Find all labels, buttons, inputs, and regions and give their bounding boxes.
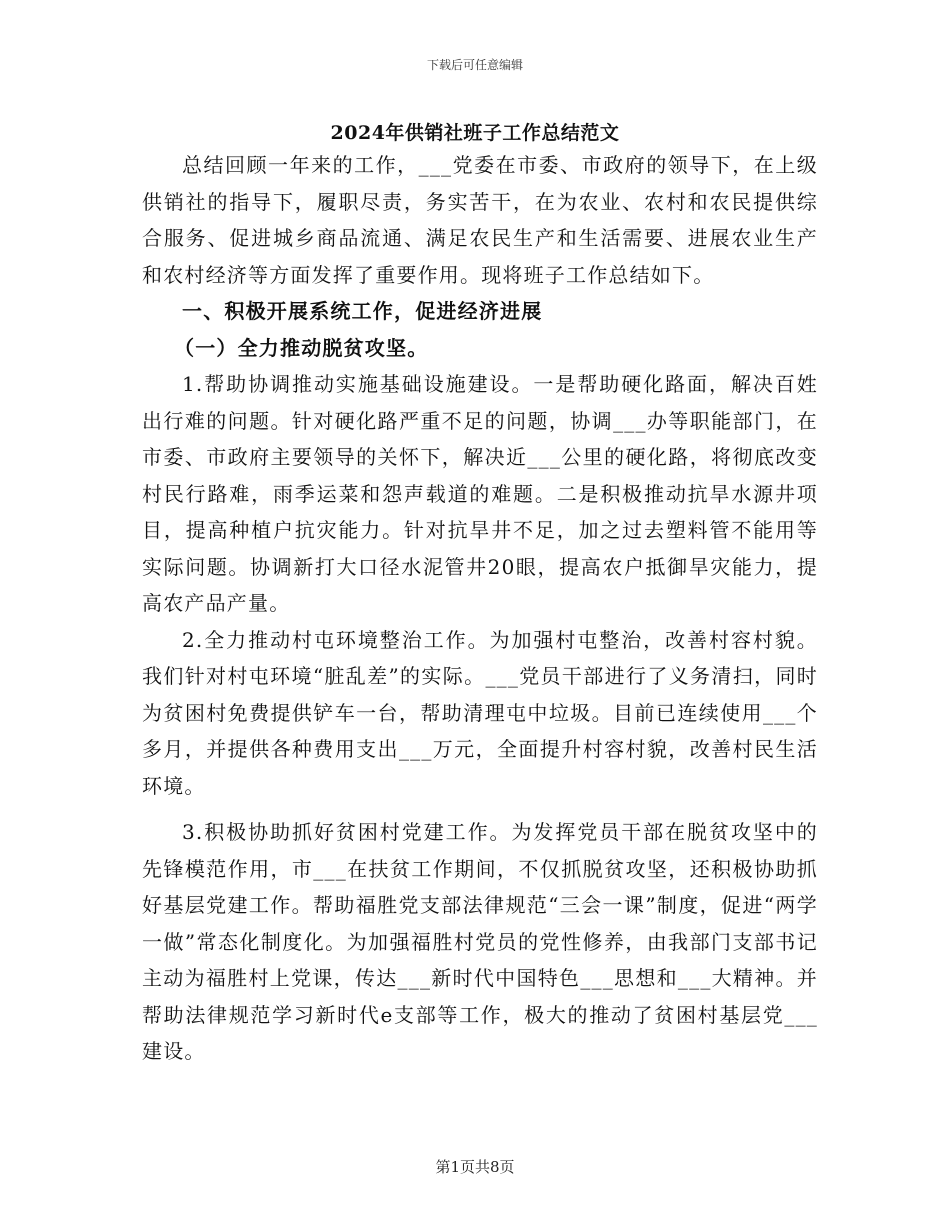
section-heading-1: 一、积极开展系统工作，促进经济进展 — [182, 299, 543, 323]
subsection-heading-1: （一）全力推动脱贫攻坚。 — [174, 335, 429, 360]
item-paragraph-1: 1.帮助协调推动实施基础设施建设。一是帮助硬化路面，解决百姓出行难的问题。针对硬化路严重不足的问题，协调___办等职能部门，在市委、市政府主要领导的关怀下，解决近___公里的硬化路，将彻底改变村民行路难，雨季运菜和怨声载道的难题。二是积极推动抗旱水源井项目，提高种植户抗灾能力。针对抗旱井不足，加之过去塑料管不能用等实际问题。协调新打大口径水泥管井20眼，提高农户抵御旱灾能力，提高农产品产量。 — [142, 372, 818, 615]
document-title: 2024年供销社班子工作总结范文 — [330, 122, 620, 144]
item-paragraph-3: 3.积极协助抓好贫困村党建工作。为发挥党员干部在脱贫攻坚中的先锋模范作用，市___在扶贫工作期间，不仅抓脱贫攻坚，还积极协助抓好基层党建工作。帮助福胜党支部法律规范“三会一课”制度，促进“两学一做”常态化制度化。为加强福胜村党员的党性修养，由我部门支部书记主动为福胜村上党课，传达___新时代中国特色___思想和___大精神。并帮助法律规范学习新时代e支部等工作，极大的推动了贫困村基层党___建设。 — [142, 820, 818, 1063]
header-note: 下载后可任意编辑 — [426, 58, 523, 72]
intro-paragraph: 总结回顾一年来的工作，___党委在市委、市政府的领导下，在上级供销社的指导下，履职尽责，务实苦干，在为农业、农村和农民提供综合服务、促进城乡商品流通、满足农民生产和生活需要、进展农业生产和农村经济等方面发挥了重要作用。现将班子工作总结如下。 — [142, 153, 818, 287]
item-paragraph-2: 2.全力推动村屯环境整治工作。为加强村屯整治，改善村容村貌。我们针对村屯环境“脏乱差”的实际。___党员干部进行了义务清扫，同时为贫困村免费提供铲车一台，帮助清理屯中垃圾。目前已连续使用___个多月，并提供各种费用支出___万元，全面提升村容村貌，改善村民生活环境。 — [142, 627, 818, 798]
page-number: 第1页共8页 — [435, 1158, 515, 1176]
document-body — [142, 147, 818, 1070]
